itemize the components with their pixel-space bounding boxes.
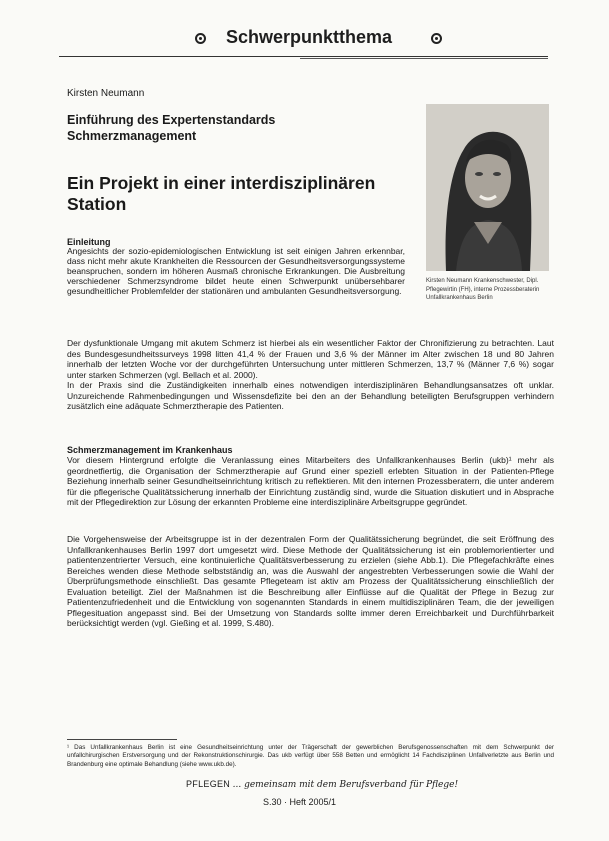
footnote-rule [67,739,177,740]
header-rule-secondary [300,58,548,59]
publication-footer [186,779,458,790]
header-rule [59,56,548,57]
publication-slogan: ... gemeinsam mit dem Berufsverband für Pflege! [232,780,459,790]
article-subtitle: Einführung des Expertenstandards Schmerzmanagement [67,113,276,143]
section-title: Schwerpunktthema [226,27,393,47]
section-heading: Schmerzmanagement im Krankenhaus [67,445,233,455]
photo-caption: Kirsten Neumann Krankenschwester, Dipl. Pflegewirtin (FH), interne Prozessberaterin Unfallkrankenhaus Berlin [426,278,540,301]
publication-name: PFLEGEN [186,779,231,789]
portrait-image [426,104,549,271]
body-paragraph-2: Vor diesem Hintergrund erfolgte die Veranlassung eines Mitarbeiters des Unfallkrankenhauses Berlin (ukb)¹ mehr als geordnetfiertig, die Organisation der Schmerztherapie auf Grund einer speziell erlebten Situation in der Patienten-Pflege Beziehung innerhalb seiner Gesundheitseinrichtung kritisch zu reflektieren. Mit den internen Prozessberatern, die unter anderem für die pflegerische Qualitätssicherung innerhalb der Einrichtung zuständig sind, wurde die Situation diskutiert und in Absprache mit der Pflegedirektion zur Lösung der erkannten Probleme eine interdisziplinäre Arbeitsgruppe gegründet. [67,455,554,507]
intro-paragraph: Angesichts der sozio-epidemiologischen Entwicklung ist seit einigen Jahren erkennbar, dass nicht mehr akute Krankheiten die Ressourcen der Gesundheitsversorgungssysteme beanspruchen, sondern im höheren Ausmaß chronische Erkrankungen. Die Ausbreitung verschiedener Schmerzsyndrome bildet heute einen Schwerpunkt unübersehbarer gesundheitlicher Problemfelder der stationären und ambulanten Gesundheitsversorgung. [67,246,405,297]
target-icon [195,33,206,44]
author-photo [426,104,549,271]
article-title: Ein Projekt in einer interdisziplinären Station [67,173,376,214]
target-icon [431,33,442,44]
author-name: Kirsten Neumann [67,88,145,99]
body-paragraph-1 [67,338,554,412]
page-issue: S.30 · Heft 2005/1 [263,797,337,807]
footnote: ¹ Das Unfallkrankenhaus Berlin ist eine Gesundheitseinrichtung unter der Trägerschaft der gewerblichen Berufsgenossenschaften mit dem Schwerpunkt der unfallchirurgischen Erstversorgung und der Rekonstruktionschirurgie. Das ukb verfügt über 558 Betten und ermöglicht 14 Fachdisziplinen Unfallverletzte aus Berlin und Brandenburg eine optimale Behandlung (siehe www.ukb.de). [67,744,554,768]
paragraph-practice: In der Praxis sind die Zuständigkeiten innerhalb eines notwendigen interdisziplinären Behandlungsansatzes oft unklar. Unzureichende Rahmenbedingungen und Wissensdefizite bei den an der Behandlung beteiligten Berufsgruppen verhindern zusätzlich eine adäquate Schmerztherapie des Patienten. [67,380,554,411]
intro-heading: Einleitung [67,237,111,247]
body-paragraph-3: Die Vorgehensweise der Arbeitsgruppe ist in der dezentralen Form der Qualitätssicherung begründet, die seit Eröffnung des Unfallkrankenhauses Berlin 1997 dort umgesetzt wird. Diese Methode der Qualitätssicherung ist ein problemorientierter und patientenzentrierter Versuch, eine kontinuierliche Qualitätsverbesserung zu erzielen (siehe Abb.1). Die Pflegefachkräfte eines Bereiches wenden diese Methode selbstständig an, was die Auswahl der angestrebten Verbesserungen sowie die Wahl der Überprüfungsmethode einschließt. Das gesamte Pflegeteam ist aktiv am Prozess der Qualitätssicherung einschließlich der Evaluation beteiligt. Ziel der Maßnahmen ist die Beschreibung aller Einflüsse auf die Qualität der Pflege in Bezug zur Patientenzufriedenheit und die Entwicklung von sogenannten Standards in einem multidisziplinären Team, die der jeweiligen Pflegesituation angepasst sind. Bei der Umsetzung von Standards sollte immer deren Erreichbarkeit und Durchführbarkeit berücksichtigt werden (vgl. Gießing et al. 1999, S.480). [67,534,554,628]
paragraph-prevalence: Der dysfunktionale Umgang mit akutem Schmerz ist hierbei als ein wesentlicher Faktor der Chronifizierung zu betrachten. Laut des Bundesgesundheitssurveys 1998 litten 41,4 % der Frauen und 3,6 % der Männer im Alter zwischen 18 und 80 Jahren innerhalb der letzten Woche vor der durchgeführten Untersuchung unter mittleren Schmerzen, 13,7 % (Männer 7,6 %) sogar unter starken Schmerzen (vgl. Bellach et al. 2000). [67,338,554,380]
